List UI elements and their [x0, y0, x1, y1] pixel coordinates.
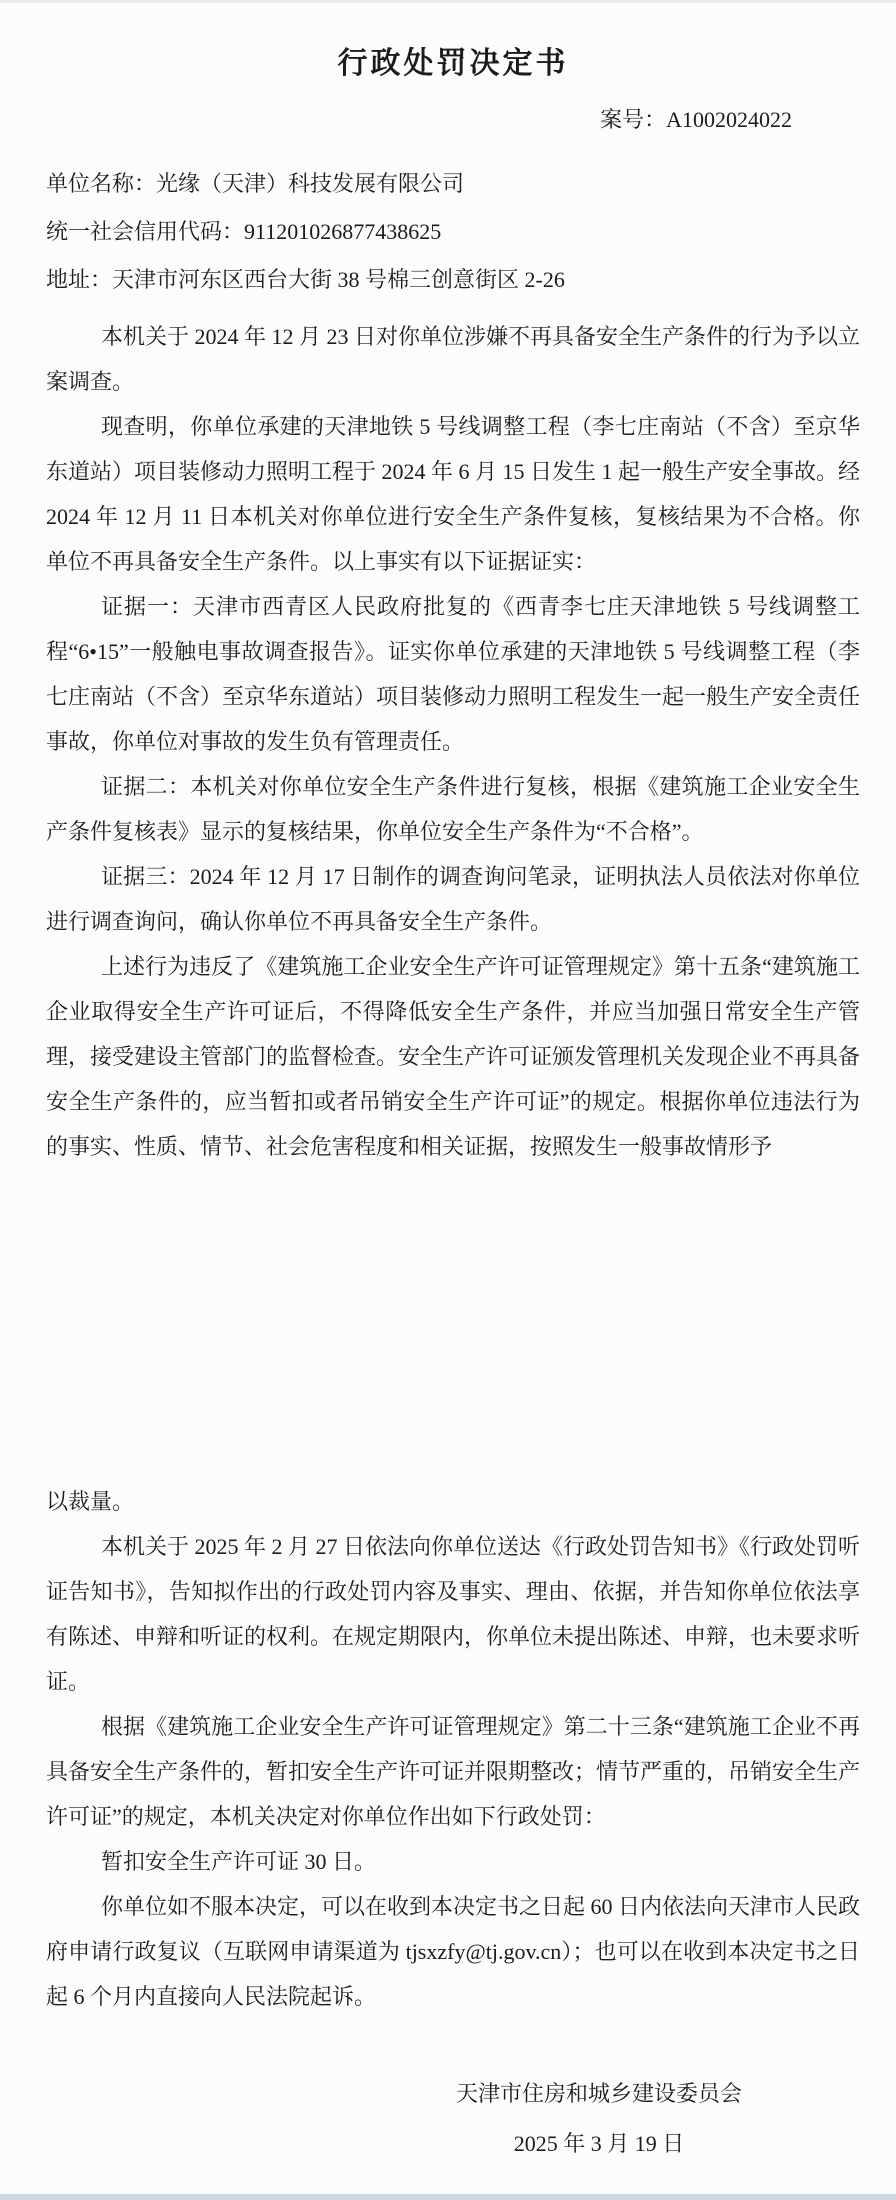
body-paragraph: 上述行为违反了《建筑施工企业安全生产许可证管理规定》第十五条“建筑施工企业取得安全生产许可证后，不得降低安全生产条件，并应当加强日常安全生产管理，接受建设主管部门的监督检查。安全生产许可证颁发管理机关发现企业不再具备安全生产条件的，应当暂扣或者吊销安全生产许可证”的规定。根据你单位违法行为的事实、性质、情节、社会危害程度和相关证据，按照发生一般事故情形予 — [46, 954, 861, 1159]
scan-bottom-edge — [0, 2194, 896, 2200]
body-paragraph: 本机关于 2024 年 12 月 23 日对你单位涉嫌不再具备安全生产条件的行为予以立案调查。 — [46, 324, 861, 394]
info-value: 天津市河东区西台大街 38 号棉三创意街区 2-26 — [112, 267, 565, 292]
document-title: 行政处罚决定书 — [337, 47, 569, 80]
body-paragraph: 以裁量。 — [46, 1489, 135, 1514]
case-number-line — [46, 104, 860, 136]
issue-date: 2025 年 3 月 19 日 — [513, 2131, 685, 2156]
body-paragraph: 你单位如不服本决定，可以在收到本决定书之日起 60 日内依法向天津市人民政府申请行政复议（互联网申请渠道为 tjsxzfy@tj.gov.cn）；也可以在收到本决定书之日起 6 个月内直接向人民法院起诉。 — [46, 1894, 861, 2009]
info-row — [46, 256, 860, 304]
info-row — [46, 160, 860, 208]
info-row — [46, 208, 860, 256]
info-label: 单位名称： — [46, 171, 157, 196]
page-break-gap — [46, 1169, 860, 1479]
info-value: 911201026877438625 — [244, 219, 442, 244]
issuing-authority: 天津市住房和城乡建设委员会 — [455, 2081, 742, 2106]
body-paragraph: 证据一：天津市西青区人民政府批复的《西青李七庄天津地铁 5 号线调整工程“6•15”一般触电事故调查报告》。证实你单位承建的天津地铁 5 号线调整工程（李七庄南站（不含）至京华东道站）项目装修动力照明工程发生一起一般生产安全责任事故，你单位对事故的发生负有管理责任。 — [46, 594, 861, 754]
info-label: 地址： — [46, 267, 113, 292]
body-paragraph: 证据三：2024 年 12 月 17 日制作的调查询问笔录，证明执法人员依法对你单位进行调查询问，确认你单位不再具备安全生产条件。 — [46, 864, 860, 934]
body-paragraph: 本机关于 2025 年 2 月 27 日依法向你单位送达《行政处罚告知书》《行政处罚听证告知书》，告知拟作出的行政处罚内容及事实、理由、依据，并告知你单位依法享有陈述、申辩和听证的权利。在规定期限内，你单位未提出陈述、申辩，也未要求听证。 — [46, 1534, 861, 1694]
document-body — [46, 314, 860, 2019]
signature-block — [456, 2069, 742, 2169]
body-paragraph: 暂扣安全生产许可证 30 日。 — [101, 1849, 377, 1874]
case-number-label: 案号： — [600, 107, 667, 132]
info-label: 统一社会信用代码： — [46, 219, 245, 244]
info-value: 光缘（天津）科技发展有限公司 — [156, 171, 465, 196]
scan-top-edge — [0, 0, 896, 3]
body-paragraph: 现查明，你单位承建的天津地铁 5 号线调整工程（李七庄南站（不含）至京华东道站）项目装修动力照明工程于 2024 年 6 月 15 日发生 1 起一般生产安全事故。经 2024 年 12 月 11 日本机关对你单位进行安全生产条件复核，复核结果为不合格。你单位不再具备安全生产条件。以上事实有以下证据证实： — [46, 414, 861, 574]
body-paragraph: 根据《建筑施工企业安全生产许可证管理规定》第二十三条“建筑施工企业不再具备安全生产条件的，暂扣安全生产许可证并限期整改；情节严重的，吊销安全生产许可证”的规定，本机关决定对你单位作出如下行政处罚： — [46, 1714, 861, 1829]
body-paragraph: 证据二：本机关对你单位安全生产条件进行复核，根据《建筑施工企业安全生产条件复核表》显示的复核结果，你单位安全生产条件为“不合格”。 — [46, 774, 860, 844]
unit-info-block — [46, 160, 860, 304]
case-number-value: A1002024022 — [666, 107, 792, 132]
